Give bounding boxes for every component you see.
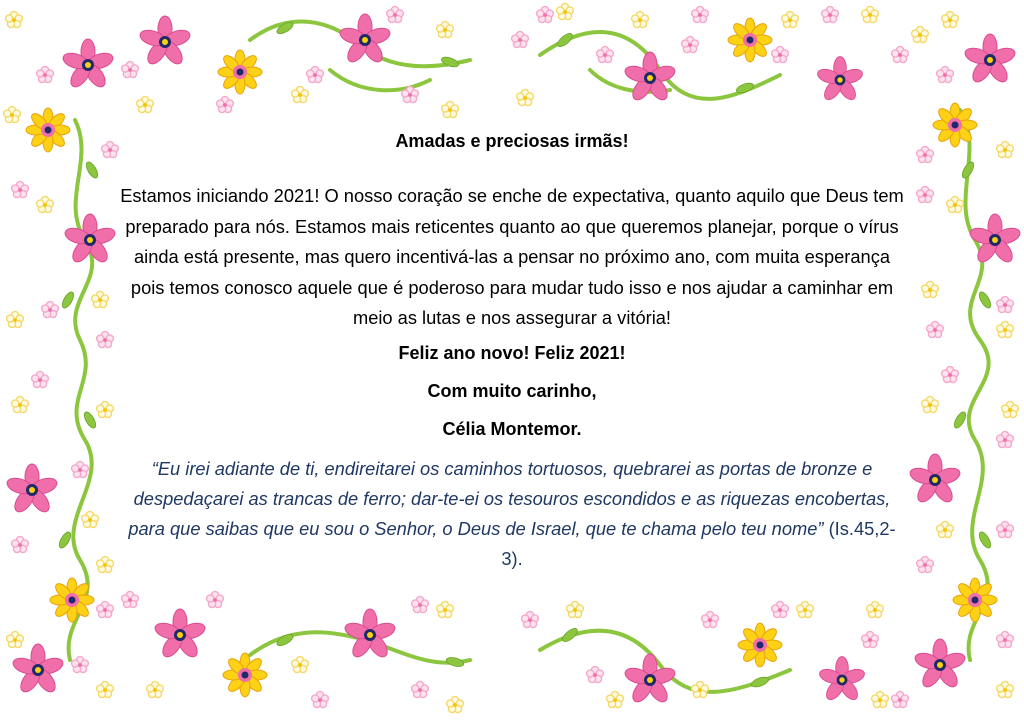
- bible-verse: [118, 454, 906, 574]
- letter-body: Estamos iniciando 2021! O nosso coração se enche de expectativa, quanto aquilo que Deus tem preparado para nós. Estamos mais reticentes quanto ao que queremos planejar, porque o vírus ainda está presente, mas quero incentivá-las a pensar no próximo ano, com muita esperança pois temos conosco aquele que é poderoso para mudar tudo isso e nos ajudar a caminhar em meio as lutas e nos assegurar a vitória!: [120, 185, 904, 328]
- verse-text: “Eu irei adiante de ti, endireitarei os caminhos tortuosos, quebrarei as portas de bronze e despedaçarei as trancas de ferro; dar-te-ei os tesouros escondidos e as riquezas encobertas, para que saibas que eu sou o Senhor, o Deus de Israel, que te chama pelo teu nome”: [128, 457, 891, 539]
- signature: Célia Montemor.: [442, 418, 582, 439]
- verse-reference: (Is.45,2-3).: [501, 517, 896, 569]
- letter: [118, 128, 906, 574]
- closing: Com muito carinho,: [427, 380, 597, 401]
- greeting: Amadas e preciosas irmãs!: [395, 131, 629, 151]
- new-year-wish: Feliz ano novo! Feliz 2021!: [398, 342, 626, 363]
